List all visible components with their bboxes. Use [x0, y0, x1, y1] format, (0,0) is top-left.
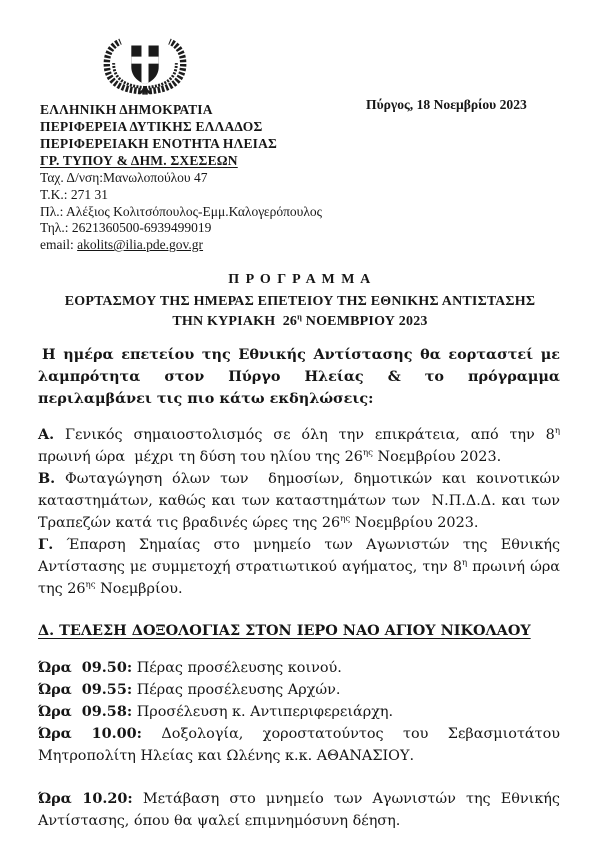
contact-persons: Πλ.: Αλέξιος Κολιτσόπουλος-Εμμ.Καλογερόπουλος: [40, 203, 322, 219]
schedule-item-0958: [38, 701, 560, 723]
schedule-item-0955: [38, 679, 560, 701]
letterhead-contact-block: [40, 170, 600, 254]
title-date-line: ΤΗΝ ΚΥΡΙΑΚΗ $26^\eta$ ΝΟΕΜΒΡΙΟΥ 2023: [172, 312, 428, 329]
contact-email-line: [40, 237, 600, 254]
document-body: [38, 344, 560, 832]
section-a-text: Γενικός σημαιοστολισμός σε όλη την επικράτεια, από την $8^\eta$ πρωινή ώρα μέχρι τη δύση του ηλίου της $26^{\eta\varsigma}$ Νοεμβρίου 2023.: [38, 426, 560, 466]
schedule-text: Πέρας προσέλευσης κοινού.: [132, 659, 342, 676]
greek-coat-of-arms-icon: [100, 37, 190, 95]
schedule-text: Πέρας προσέλευσης Αρχών.: [132, 681, 341, 698]
email-label: email:: [40, 237, 78, 253]
cross-shield: [131, 45, 158, 84]
schedule-item-1000: [38, 723, 560, 767]
section-a-marker: Α.: [38, 426, 55, 444]
contact-address: Ταχ. Δ/νση:Μανωλοπούλου 47: [40, 170, 208, 185]
schedule-time: Ώρα 09.55:: [38, 680, 133, 698]
email-link[interactable]: akolits@ilia.pde.gov.gr: [77, 237, 204, 253]
schedule-text: Προσέλευση κ. Αντιπεριφερειάρχη.: [132, 703, 394, 720]
org-line-press-office: ΓΡ. ΤΥΠΟΥ & ΔΗΜ. ΣΧΕΣΕΩΝ: [40, 153, 238, 168]
section-c-paragraph: [38, 534, 560, 600]
org-line-republic: ΕΛΛΗΝΙΚΗ ΔΗΜΟΚΡΑΤΙΑ: [40, 102, 213, 117]
contact-phone: Τηλ.: 2621360500-6939499019: [40, 220, 212, 236]
section-c-text: Έπαρση Σημαίας στο μνημείο των Αγωνιστών της Εθνικής Αντίστασης με συμμετοχή στρατιωτικού αγήματος, την $8^\eta$ πρωινή ώρα της $26^{\eta\varsigma}$ Νοεμβρίου.: [38, 537, 560, 598]
title-celebration: ΕΟΡΤΑΣΜΟΥ ΤΗΣ ΗΜΕΡΑΣ ΕΠΕΤΕΙΟΥ ΤΗΣ ΕΘΝΙΚΗΣ ΑΝΤΙΣΤΑΣΗΣ: [64, 293, 536, 309]
schedule-time: Ώρα 10.00:: [38, 724, 142, 742]
schedule-item-1020: [38, 788, 560, 832]
section-c-marker: Γ.: [38, 536, 54, 554]
section-a-paragraph: [38, 424, 560, 468]
schedule-text: Μετάβαση στο μνημείο των Αγωνιστών της Εθνικής Αντίστασης, όπου θα ψαλεί επιμνημόσυνη δέηση.: [38, 790, 560, 829]
document-date: Πύργος, 18 Νοεμβρίου 2023: [366, 97, 527, 112]
section-b-text: Φωταγώγηση όλων των δημοσίων, δημοτικών και κοινοτικών καταστημάτων, καθώς και των καταστημάτων των Ν.Π.Δ.Δ. και των Τραπεζών κατά τις βραδινές ώρες της $26^{\eta\varsigma}$ Νοεμβρίου 2023.: [38, 471, 560, 532]
schedule-text: Δοξολογία, χοροστατούντος του Σεβασμιοτάτου Μητροπολίτη Ηλείας και Ωλένης κ.κ. ΑΘΑΝΑΣΙΟΥ.: [38, 725, 561, 764]
schedule-time: Ώρα 10.20:: [38, 789, 133, 807]
contact-postal-code: Τ.Κ.: 271 31: [40, 186, 108, 202]
schedule-item-0950: [38, 657, 560, 679]
section-b-marker: Β.: [38, 470, 56, 488]
org-line-regional-unit: ΠΕΡΙΦΕΡΕΙΑΚΗ ΕΝΟΤΗΤΑ ΗΛΕΙΑΣ: [40, 136, 278, 151]
doxology-heading: Δ. ΤΕΛΕΣΗ ΔΟΞΟΛΟΓΙΑΣ ΣΤΟΝ ΙΕΡΟ ΝΑΟ ΑΓΙΟΥ ΝΙΚΟΛΑΟΥ: [38, 622, 531, 640]
section-b-paragraph: [38, 468, 560, 534]
org-line-region: ΠΕΡΙΦΕΡΕΙΑ ΔΥΤΙΚΗΣ ΕΛΛΑΔΟΣ: [40, 119, 263, 134]
document-title-block: [0, 271, 600, 331]
schedule-time: Ώρα 09.50:: [38, 658, 133, 676]
schedule-time: Ώρα 09.58:: [38, 702, 133, 720]
intro-paragraph: Η ημέρα επετείου της Εθνικής Αντίστασης θα εορταστεί με λαμπρότητα στον Πύργο Ηλείας & το πρόγραμμα περιλαμβάνει τις πιο κάτω εκδηλώσεις:: [38, 345, 560, 407]
title-program: Π Ρ Ο Γ Ρ Α Μ Μ Α: [228, 271, 372, 287]
